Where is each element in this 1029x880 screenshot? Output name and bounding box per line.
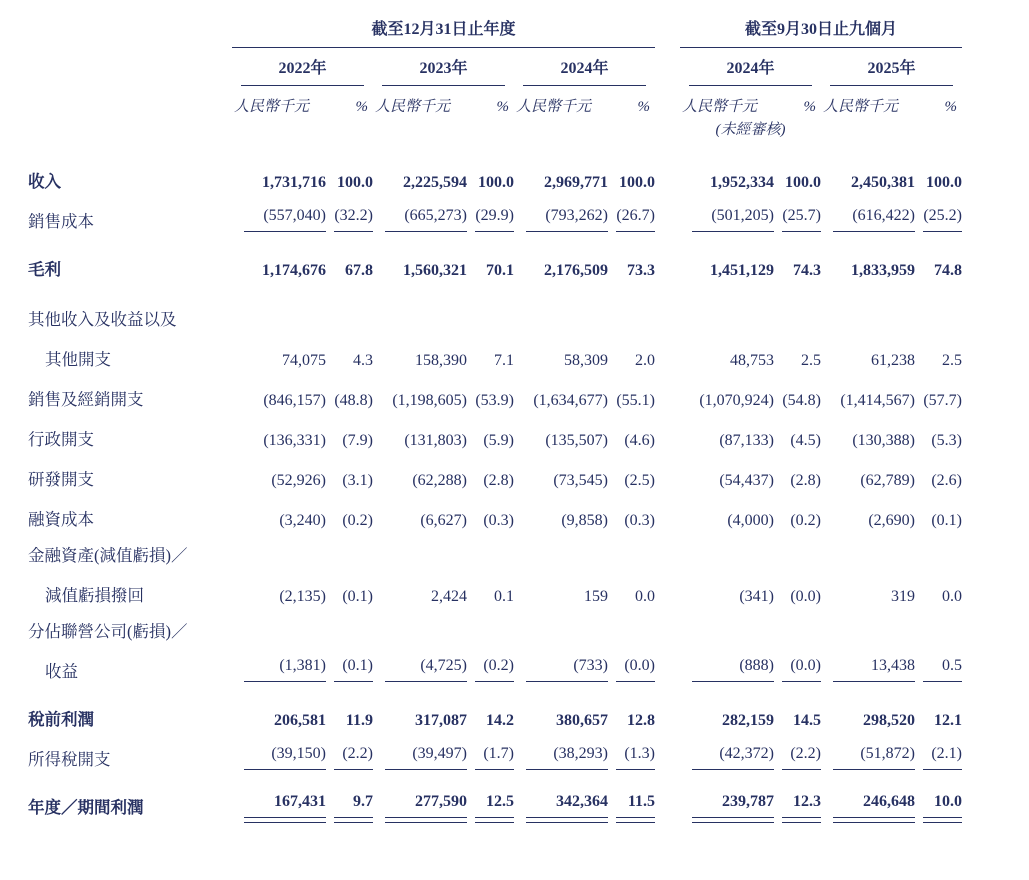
percent-cell: 0.5 bbox=[915, 642, 962, 682]
percent-cell: (0.3) bbox=[624, 512, 655, 529]
year-col-2024 bbox=[514, 48, 655, 86]
percent-cell: 11.5 bbox=[608, 770, 655, 818]
amount-cell: (131,803) bbox=[404, 432, 467, 449]
table-row bbox=[28, 370, 962, 410]
amount-cell: 298,520 bbox=[863, 712, 915, 729]
percent-cell: 10.0 bbox=[915, 770, 962, 818]
percent-cell: (48.8) bbox=[334, 392, 373, 409]
amount-cell: (135,507) bbox=[545, 432, 608, 449]
percent-cell: (1.7) bbox=[467, 730, 514, 770]
table-row bbox=[28, 192, 962, 232]
percent-cell: (0.1) bbox=[931, 512, 962, 529]
units-label: 人民幣千元 bbox=[682, 99, 758, 115]
percent-label: % bbox=[496, 99, 509, 115]
percent-cell: (29.9) bbox=[467, 192, 514, 232]
amount-cell: 380,657 bbox=[556, 712, 608, 729]
percent-cell: 12.5 bbox=[467, 770, 514, 818]
amount-cell: (39,150) bbox=[232, 730, 326, 770]
percent-cell: 74.3 bbox=[793, 262, 821, 279]
percent-label: % bbox=[803, 99, 816, 115]
percent-cell: (1.3) bbox=[608, 730, 655, 770]
row-label: 金融資產(減值虧損)／ bbox=[28, 546, 188, 565]
percent-cell: (5.3) bbox=[931, 432, 962, 449]
year-label-2023: 2023年 bbox=[382, 55, 505, 86]
amount-cell: (4,725) bbox=[373, 642, 467, 682]
percent-cell: (0.0) bbox=[774, 642, 821, 682]
amount-cell: (87,133) bbox=[719, 432, 774, 449]
year-col-9m-2024 bbox=[680, 48, 821, 86]
amount-cell: (1,414,567) bbox=[840, 392, 915, 409]
year-label-9m-2025: 2025年 bbox=[830, 55, 953, 86]
period-header-row bbox=[28, 14, 962, 48]
percent-cell: (2.8) bbox=[483, 472, 514, 489]
table-body bbox=[28, 144, 962, 818]
amount-cell: (616,422) bbox=[821, 192, 915, 232]
percent-cell: 100.0 bbox=[785, 174, 821, 191]
period-group-nine-months bbox=[680, 14, 962, 48]
percent-cell: (2.8) bbox=[790, 472, 821, 489]
amount-cell: 1,952,334 bbox=[710, 174, 774, 191]
amount-cell: 1,560,321 bbox=[403, 262, 467, 279]
table-row bbox=[28, 530, 962, 566]
table-row bbox=[28, 770, 962, 818]
amount-cell: 277,590 bbox=[373, 770, 467, 818]
percent-cell: 70.1 bbox=[486, 262, 514, 279]
row-label: 毛利 bbox=[28, 260, 61, 279]
percent-cell: (0.2) bbox=[467, 642, 514, 682]
percent-cell: (0.0) bbox=[790, 588, 821, 605]
year-col-2022 bbox=[232, 48, 373, 86]
amount-cell: (73,545) bbox=[553, 472, 608, 489]
percent-cell: 0.0 bbox=[635, 588, 655, 605]
percent-cell: (2.2) bbox=[774, 730, 821, 770]
year-header-row bbox=[28, 48, 962, 86]
amount-cell: (62,288) bbox=[412, 472, 467, 489]
percent-cell: (32.2) bbox=[326, 192, 373, 232]
percent-cell: (26.7) bbox=[608, 192, 655, 232]
year-label-2024: 2024年 bbox=[523, 55, 646, 86]
row-label: 減值虧損撥回 bbox=[45, 586, 144, 605]
percent-cell: 67.8 bbox=[345, 262, 373, 279]
row-label: 分佔聯營公司(虧損)／ bbox=[28, 622, 188, 641]
row-label: 稅前利潤 bbox=[28, 710, 94, 729]
percent-cell: (4.5) bbox=[790, 432, 821, 449]
year-label-9m-2024: 2024年 bbox=[689, 55, 812, 86]
amount-cell: 1,731,716 bbox=[262, 174, 326, 191]
percent-cell: 0.0 bbox=[942, 588, 962, 605]
table-row bbox=[28, 450, 962, 490]
amount-cell: (557,040) bbox=[232, 192, 326, 232]
row-label: 其他收入及收益以及 bbox=[28, 310, 177, 329]
amount-cell: (846,157) bbox=[263, 392, 326, 409]
row-label: 研發開支 bbox=[28, 470, 94, 489]
period-title-nine-months: 截至9月30日止九個月 bbox=[680, 16, 962, 48]
percent-cell: 4.3 bbox=[353, 352, 373, 369]
percent-cell: (25.2) bbox=[915, 192, 962, 232]
amount-cell: 282,159 bbox=[722, 712, 774, 729]
percent-label: % bbox=[355, 99, 368, 115]
amount-cell: 159 bbox=[584, 588, 608, 605]
percent-cell: 12.1 bbox=[934, 712, 962, 729]
percent-cell: 11.9 bbox=[345, 712, 373, 729]
percent-cell: (0.0) bbox=[608, 642, 655, 682]
table-row bbox=[28, 566, 962, 606]
table-header bbox=[28, 14, 962, 144]
amount-cell: (2,690) bbox=[868, 512, 915, 529]
unaudited-note: (未經審核) bbox=[715, 122, 786, 138]
units-label: 人民幣千元 bbox=[516, 99, 592, 115]
amount-cell: (136,331) bbox=[263, 432, 326, 449]
percent-cell: (57.7) bbox=[923, 392, 962, 409]
year-col-9m-2025 bbox=[821, 48, 962, 86]
percent-cell: 14.5 bbox=[793, 712, 821, 729]
percent-cell: (2.5) bbox=[624, 472, 655, 489]
amount-cell: (2,135) bbox=[279, 588, 326, 605]
amount-cell: (6,627) bbox=[420, 512, 467, 529]
percent-cell: 9.7 bbox=[326, 770, 373, 818]
amount-cell: (52,926) bbox=[271, 472, 326, 489]
amount-cell: 1,174,676 bbox=[262, 262, 326, 279]
row-label: 所得稅開支 bbox=[28, 750, 111, 769]
table-row bbox=[28, 490, 962, 530]
amount-cell: 2,176,509 bbox=[544, 262, 608, 279]
units-label: 人民幣千元 bbox=[823, 99, 899, 115]
percent-cell: (0.1) bbox=[326, 642, 373, 682]
percent-cell: 14.2 bbox=[486, 712, 514, 729]
amount-cell: (1,634,677) bbox=[533, 392, 608, 409]
amount-cell: 206,581 bbox=[274, 712, 326, 729]
amount-cell: 1,451,129 bbox=[710, 262, 774, 279]
percent-cell: 12.8 bbox=[627, 712, 655, 729]
amount-cell: (888) bbox=[680, 642, 774, 682]
amount-cell: (4,000) bbox=[727, 512, 774, 529]
table-row bbox=[28, 144, 962, 192]
percent-cell: (2.1) bbox=[915, 730, 962, 770]
table-row bbox=[28, 730, 962, 770]
amount-cell: (1,070,924) bbox=[699, 392, 774, 409]
amount-cell: 317,087 bbox=[415, 712, 467, 729]
financial-summary-table bbox=[28, 14, 962, 818]
table-row bbox=[28, 330, 962, 370]
amount-cell: (62,789) bbox=[860, 472, 915, 489]
amount-cell: (38,293) bbox=[514, 730, 608, 770]
amount-cell: (39,497) bbox=[373, 730, 467, 770]
percent-cell: (2.2) bbox=[326, 730, 373, 770]
amount-cell: 167,431 bbox=[232, 770, 326, 818]
amount-cell: (3,240) bbox=[279, 512, 326, 529]
table-row bbox=[28, 232, 962, 280]
amount-cell: 61,238 bbox=[871, 352, 915, 369]
percent-cell: (0.3) bbox=[483, 512, 514, 529]
amount-cell: 58,309 bbox=[564, 352, 608, 369]
amount-cell: 158,390 bbox=[415, 352, 467, 369]
amount-cell: 2,225,594 bbox=[403, 174, 467, 191]
units-header-row bbox=[28, 86, 962, 118]
amount-cell: 246,648 bbox=[821, 770, 915, 818]
percent-cell: 74.8 bbox=[934, 262, 962, 279]
percent-cell: 100.0 bbox=[337, 174, 373, 191]
amount-cell: 2,450,381 bbox=[851, 174, 915, 191]
percent-cell: 100.0 bbox=[478, 174, 514, 191]
percent-cell: (0.2) bbox=[342, 512, 373, 529]
percent-cell: 7.1 bbox=[494, 352, 514, 369]
amount-cell: (1,381) bbox=[232, 642, 326, 682]
amount-cell: 48,753 bbox=[730, 352, 774, 369]
row-label: 銷售及經銷開支 bbox=[28, 390, 144, 409]
percent-cell: 73.3 bbox=[627, 262, 655, 279]
percent-cell: 2.5 bbox=[942, 352, 962, 369]
table-row bbox=[28, 280, 962, 330]
amount-cell: (341) bbox=[739, 588, 774, 605]
percent-cell: 100.0 bbox=[619, 174, 655, 191]
amount-cell: (733) bbox=[514, 642, 608, 682]
row-label: 融資成本 bbox=[28, 510, 94, 529]
amount-cell: (9,858) bbox=[561, 512, 608, 529]
note-header-row bbox=[28, 118, 962, 144]
amount-cell: (1,198,605) bbox=[392, 392, 467, 409]
amount-cell: 2,424 bbox=[431, 588, 467, 605]
percent-cell: 12.3 bbox=[774, 770, 821, 818]
percent-cell: (54.8) bbox=[782, 392, 821, 409]
percent-cell: 0.1 bbox=[494, 588, 514, 605]
units-label: 人民幣千元 bbox=[375, 99, 451, 115]
percent-cell: (5.9) bbox=[483, 432, 514, 449]
percent-cell: (2.6) bbox=[931, 472, 962, 489]
year-col-2023 bbox=[373, 48, 514, 86]
amount-cell: 319 bbox=[891, 588, 915, 605]
units-label: 人民幣千元 bbox=[234, 99, 310, 115]
row-label: 銷售成本 bbox=[28, 212, 94, 231]
row-label: 其他開支 bbox=[45, 350, 111, 369]
percent-cell: (3.1) bbox=[342, 472, 373, 489]
percent-cell: (4.6) bbox=[624, 432, 655, 449]
percent-label: % bbox=[944, 99, 957, 115]
table-row bbox=[28, 642, 962, 682]
amount-cell: (665,273) bbox=[373, 192, 467, 232]
amount-cell: 239,787 bbox=[680, 770, 774, 818]
percent-cell: (0.1) bbox=[342, 588, 373, 605]
amount-cell: 2,969,771 bbox=[544, 174, 608, 191]
amount-cell: (501,205) bbox=[680, 192, 774, 232]
amount-cell: 342,364 bbox=[514, 770, 608, 818]
row-label: 收入 bbox=[28, 172, 61, 191]
table-row bbox=[28, 410, 962, 450]
year-label-2022: 2022年 bbox=[241, 55, 364, 86]
table-row bbox=[28, 606, 962, 642]
percent-cell: (53.9) bbox=[475, 392, 514, 409]
percent-cell: (7.9) bbox=[342, 432, 373, 449]
amount-cell: (42,372) bbox=[680, 730, 774, 770]
amount-cell: (54,437) bbox=[719, 472, 774, 489]
table-row bbox=[28, 682, 962, 730]
row-label: 行政開支 bbox=[28, 430, 94, 449]
amount-cell: 74,075 bbox=[282, 352, 326, 369]
amount-cell: (51,872) bbox=[821, 730, 915, 770]
percent-cell: (0.2) bbox=[790, 512, 821, 529]
amount-cell: 1,833,959 bbox=[851, 262, 915, 279]
percent-label: % bbox=[637, 99, 650, 115]
row-label: 年度／期間利潤 bbox=[28, 798, 144, 817]
percent-cell: (55.1) bbox=[616, 392, 655, 409]
period-group-annual bbox=[232, 14, 655, 48]
period-title-annual: 截至12月31日止年度 bbox=[232, 16, 655, 48]
row-label: 收益 bbox=[45, 662, 78, 681]
percent-cell: 100.0 bbox=[926, 174, 962, 191]
percent-cell: 2.0 bbox=[635, 352, 655, 369]
amount-cell: (130,388) bbox=[852, 432, 915, 449]
amount-cell: (793,262) bbox=[514, 192, 608, 232]
amount-cell: 13,438 bbox=[821, 642, 915, 682]
percent-cell: 2.5 bbox=[801, 352, 821, 369]
percent-cell: (25.7) bbox=[774, 192, 821, 232]
